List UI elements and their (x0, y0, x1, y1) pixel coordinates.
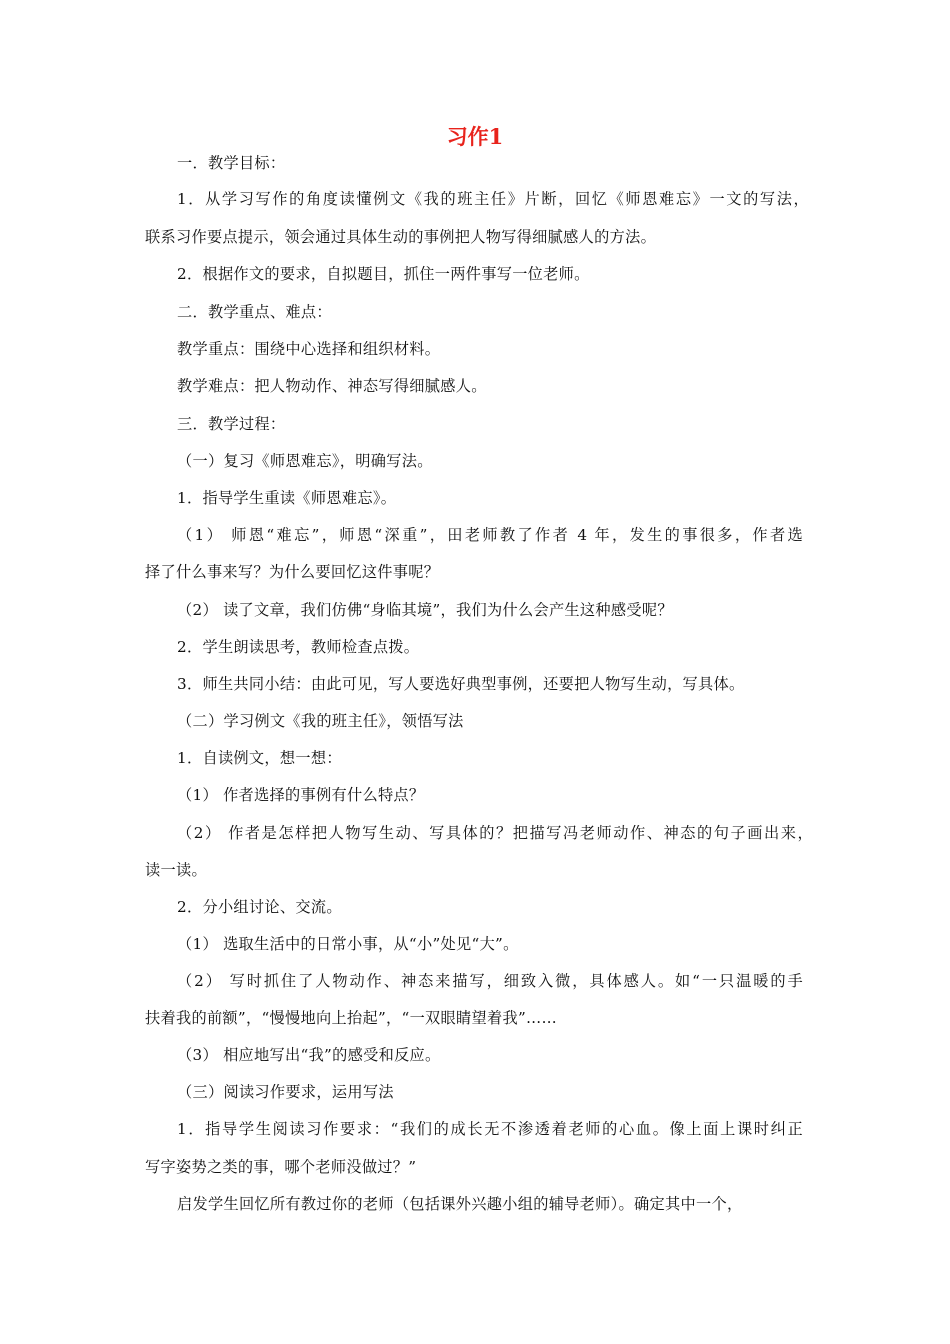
paragraph-line: （2） 读了文章，我们仿佛“身临其境”，我们为什么会产生这种感受呢？ (177, 601, 673, 619)
paragraph-line: 扶着我的前额”，“慢慢地向上抬起”，“一双眼睛望着我”…… (145, 1009, 558, 1027)
document-title: 习作1 (446, 124, 504, 149)
paragraph-line: （1） 选取生活中的日常小事，从“小”处见“大”。 (177, 935, 519, 953)
paragraph-line: 1．自读例文，想一想： (177, 749, 342, 767)
paragraph-line: 1．从学习写作的角度读懂例文《我的班主任》片断，回忆《师恩难忘》一文的写法， (177, 190, 809, 208)
paragraph-line: 2．根据作文的要求，自拟题目，抓住一两件事写一位老师。 (177, 265, 590, 283)
paragraph-line: （2） 写时抓住了人物动作、神态来描写，细致入微，具体感人。如“一只温暖的手 (177, 972, 803, 990)
paragraph-line: 1．指导学生重读《师恩难忘》。 (177, 489, 397, 507)
paragraph-line: 联系习作要点提示，领会通过具体生动的事例把人物写得细腻感人的方法。 (145, 228, 657, 246)
paragraph-line: 3．师生共同小结：由此可见，写人要选好典型事例，还要把人物写生动，写具体。 (177, 675, 745, 693)
paragraph-line: （1） 作者选择的事例有什么特点？ (177, 786, 425, 804)
subsection-heading: （三）阅读习作要求，运用写法 (177, 1083, 394, 1101)
subsection-heading: （二）学习例文《我的班主任》，领悟写法 (177, 712, 464, 730)
paragraph-line: 教学难点：把人物动作、神态写得细腻感人。 (177, 377, 487, 395)
paragraph-line: 读一读。 (145, 861, 207, 879)
paragraph-line: 启发学生回忆所有教过你的老师（包括课外兴趣小组的辅导老师）。确定其中一个， (177, 1195, 743, 1213)
section-heading-key-points: 二．教学重点、难点： (177, 303, 332, 321)
paragraph-line: （1） 师恩“难忘”，师恩“深重”，田老师教了作者 4 年，发生的事很多，作者选 (177, 526, 803, 544)
paragraph-line: 教学重点：围绕中心选择和组织材料。 (177, 340, 441, 358)
paragraph-line: （2） 作者是怎样把人物写生动、写具体的？把描写冯老师动作、神态的句子画出来， (177, 824, 813, 842)
paragraph-line: 1．指导学生阅读习作要求：“我们的成长无不渗透着老师的心血。像上面上课时纠正 (177, 1120, 803, 1138)
paragraph-line: （3） 相应地写出“我”的感受和反应。 (177, 1046, 441, 1064)
section-heading-process: 三．教学过程： (177, 415, 286, 433)
subsection-heading: （一）复习《师恩难忘》，明确写法。 (177, 452, 433, 470)
paragraph-line: 2．学生朗读思考，教师检查点拨。 (177, 638, 420, 656)
paragraph-line: 2．分小组讨论、交流。 (177, 898, 342, 916)
section-heading-objectives: 一．教学目标： (177, 154, 286, 172)
paragraph-line: 写字姿势之类的事，哪个老师没做过？” (145, 1158, 417, 1176)
paragraph-line: 择了什么事来写？为什么要回忆这件事呢？ (145, 563, 440, 581)
